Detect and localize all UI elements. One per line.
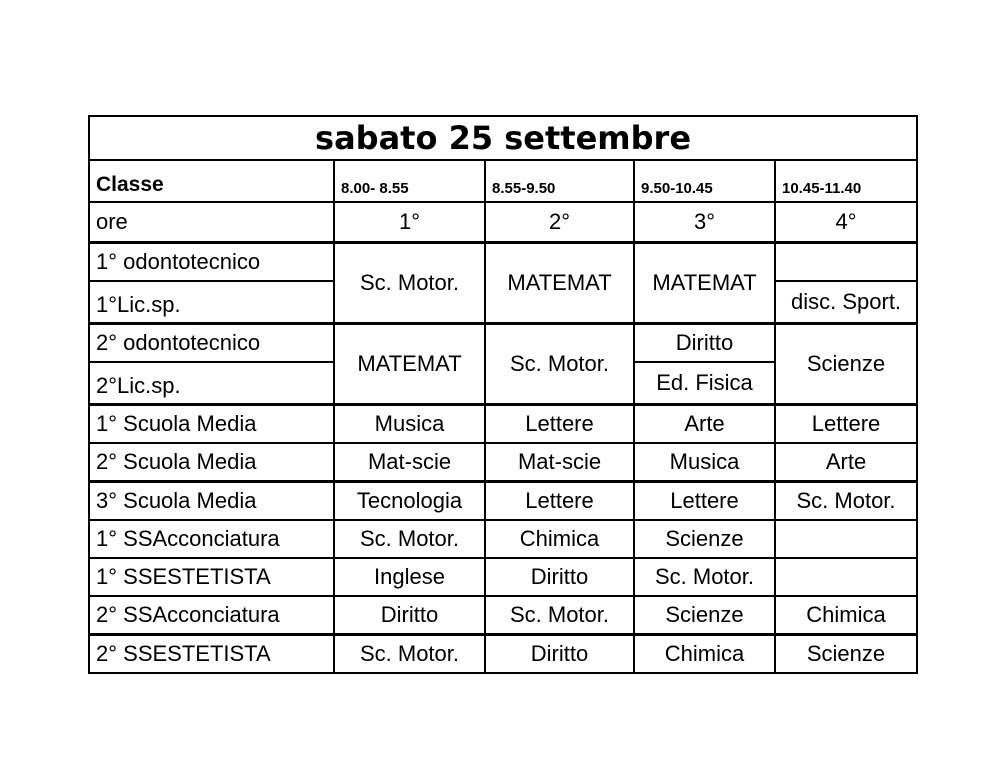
- lesson-cell: Chimica: [485, 520, 634, 558]
- class-name: 1° Scuola Media: [89, 405, 334, 444]
- time-slot-4: 10.45-11.40: [775, 160, 917, 202]
- lesson-cell: Diritto: [634, 324, 775, 363]
- lesson-cell: Sc. Motor.: [334, 520, 485, 558]
- class-name: 2° Scuola Media: [89, 443, 334, 482]
- lesson-cell: Chimica: [634, 635, 775, 674]
- lesson-cell: Lettere: [485, 482, 634, 521]
- lesson-cell: Musica: [634, 443, 775, 482]
- lesson-cell: Scienze: [634, 520, 775, 558]
- lesson-cell: disc. Sport.: [775, 281, 917, 324]
- lesson-cell: Diritto: [485, 558, 634, 596]
- classe-header: Classe: [89, 160, 334, 202]
- period-1: 1°: [334, 202, 485, 243]
- lesson-cell: Mat-scie: [334, 443, 485, 482]
- table-row: [89, 520, 917, 558]
- lesson-cell: Ed. Fisica: [634, 362, 775, 405]
- class-name: 2° SSESTETISTA: [89, 635, 334, 674]
- lesson-cell: Mat-scie: [485, 443, 634, 482]
- lesson-cell: Lettere: [775, 405, 917, 444]
- period-2: 2°: [485, 202, 634, 243]
- time-slot-2: 8.55-9.50: [485, 160, 634, 202]
- lesson-cell: Sc. Motor.: [775, 482, 917, 521]
- lesson-cell: Scienze: [775, 635, 917, 674]
- timetable-title: sabato 25 settembre: [89, 116, 917, 160]
- class-name: 2° SSAcconciatura: [89, 596, 334, 635]
- class-name: 1°Lic.sp.: [89, 281, 334, 324]
- lesson-cell: Chimica: [775, 596, 917, 635]
- period-4: 4°: [775, 202, 917, 243]
- table-row: [89, 558, 917, 596]
- lesson-cell: Lettere: [634, 482, 775, 521]
- lesson-cell: Diritto: [334, 596, 485, 635]
- lesson-cell: Scienze: [634, 596, 775, 635]
- lesson-cell: Sc. Motor.: [334, 243, 485, 324]
- title-row: [89, 116, 917, 160]
- lesson-cell: MATEMAT: [485, 243, 634, 324]
- table-row: [89, 243, 917, 282]
- class-name: 1° odontotecnico: [89, 243, 334, 282]
- lesson-cell: Sc. Motor.: [485, 324, 634, 405]
- time-slot-1: 8.00- 8.55: [334, 160, 485, 202]
- lesson-cell: MATEMAT: [334, 324, 485, 405]
- lesson-cell: Sc. Motor.: [634, 558, 775, 596]
- lesson-cell: Inglese: [334, 558, 485, 596]
- table-row: [89, 405, 917, 444]
- lesson-cell: MATEMAT: [634, 243, 775, 324]
- lesson-cell: Lettere: [485, 405, 634, 444]
- class-name: 3° Scuola Media: [89, 482, 334, 521]
- time-header-row: [89, 160, 917, 202]
- lesson-cell: Arte: [634, 405, 775, 444]
- time-slot-3: 9.50-10.45: [634, 160, 775, 202]
- class-name: 2°Lic.sp.: [89, 362, 334, 405]
- lesson-cell: Diritto: [485, 635, 634, 674]
- lesson-cell: Sc. Motor.: [334, 635, 485, 674]
- lesson-cell: Tecnologia: [334, 482, 485, 521]
- lesson-cell: [775, 243, 917, 282]
- table-row: [89, 443, 917, 482]
- lesson-cell: [775, 520, 917, 558]
- lesson-cell: Arte: [775, 443, 917, 482]
- class-name: 2° odontotecnico: [89, 324, 334, 363]
- class-name: 1° SSESTETISTA: [89, 558, 334, 596]
- ore-label: ore: [89, 202, 334, 243]
- table-row: [89, 635, 917, 674]
- table-row: [89, 596, 917, 635]
- period-3: 3°: [634, 202, 775, 243]
- table-row: [89, 482, 917, 521]
- lesson-cell: [775, 558, 917, 596]
- period-header-row: [89, 202, 917, 243]
- lesson-cell: Musica: [334, 405, 485, 444]
- lesson-cell: Sc. Motor.: [485, 596, 634, 635]
- table-row: [89, 324, 917, 363]
- class-name: 1° SSAcconciatura: [89, 520, 334, 558]
- lesson-cell: Scienze: [775, 324, 917, 405]
- timetable: [88, 115, 918, 674]
